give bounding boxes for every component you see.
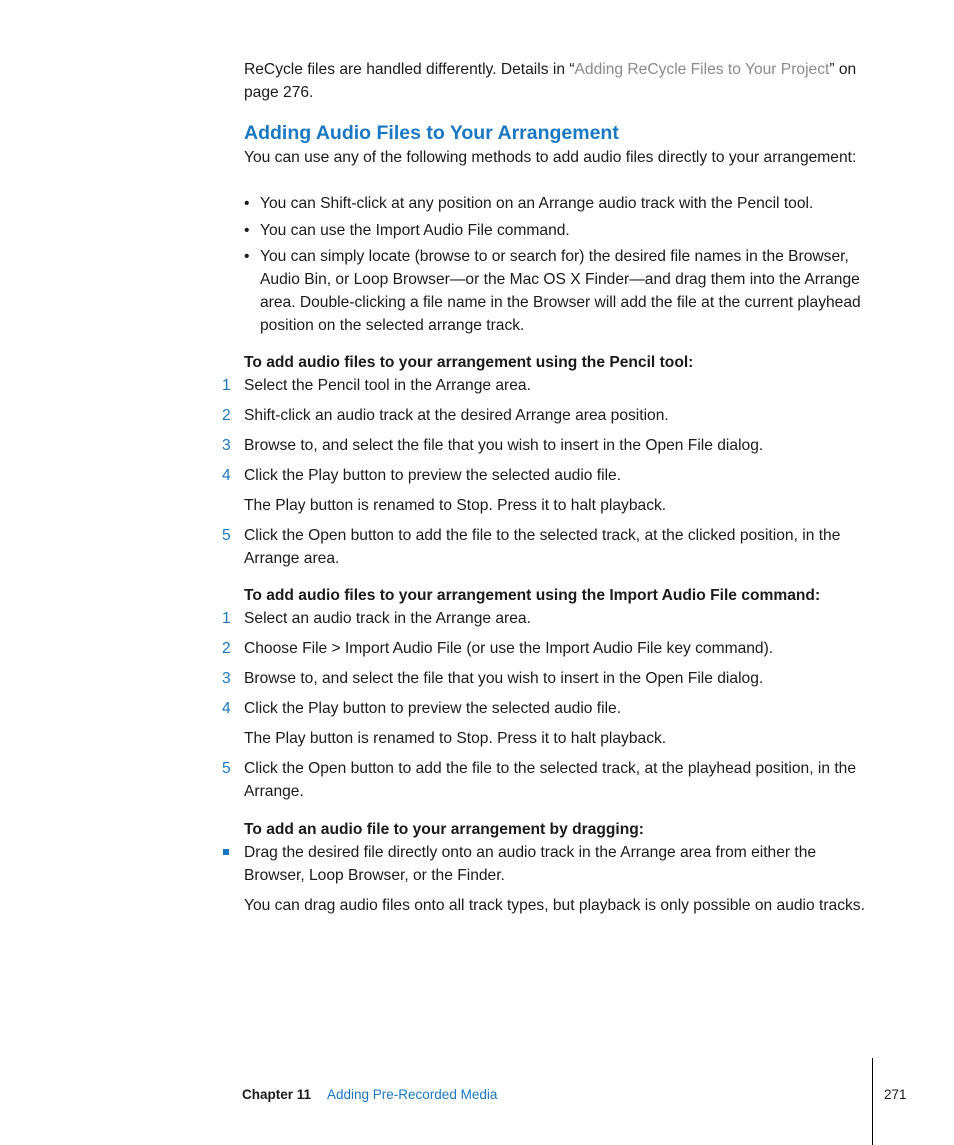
step-item	[222, 404, 870, 427]
step-item	[222, 434, 870, 457]
step-text: Shift-click an audio track at the desired Arrange area position.	[244, 407, 669, 424]
step-text: Select an audio track in the Arrange area.	[244, 610, 531, 627]
procedure-heading-pencil: To add audio files to your arrangement using the Pencil tool:	[244, 354, 694, 371]
step-text: Browse to, and select the file that you wish to insert in the Open File dialog.	[244, 670, 764, 687]
square-bullet-icon	[223, 849, 229, 855]
list-item	[244, 219, 870, 242]
step-item	[222, 374, 870, 397]
step-item	[222, 667, 870, 690]
intro-text: ReCycle files are handled differently. Details in “	[244, 61, 575, 78]
step-note: The Play button is renamed to Stop. Press it to halt playback.	[244, 497, 667, 514]
step-item	[222, 464, 870, 487]
intro-text-end: ” on page 276.	[244, 61, 857, 101]
step-number: 3	[222, 670, 231, 687]
section-intro: You can use any of the following methods to add audio files directly to your arrangement:	[244, 149, 857, 166]
step-number: 2	[222, 407, 231, 424]
step-number: 2	[222, 640, 231, 657]
drag-note: You can drag audio files onto all track types, but playback is only possible on audio tracks.	[244, 897, 865, 914]
step-note: The Play button is renamed to Stop. Press it to halt playback.	[244, 730, 667, 747]
procedure-heading-import: To add audio files to your arrangement using the Import Audio File command:	[244, 587, 821, 604]
step-number: 4	[222, 700, 231, 717]
step-item	[222, 637, 870, 660]
step-number: 5	[222, 760, 231, 777]
footer-chapter: Chapter 11	[242, 1087, 312, 1102]
list-item	[244, 192, 870, 215]
cross-reference-link[interactable]: Adding ReCycle Files to Your Project	[574, 61, 830, 78]
step-text: Choose File > Import Audio File (or use the Import Audio File key command).	[244, 640, 774, 657]
step-number: 1	[222, 377, 231, 394]
step-number: 3	[222, 437, 231, 454]
step-text: Click the Play button to preview the selected audio file.	[244, 700, 622, 717]
step-number: 1	[222, 610, 231, 627]
step-text: Click the Open button to add the file to the selected track, at the clicked position, in the Arrange area.	[244, 527, 841, 567]
step-text: Click the Open button to add the file to the selected track, at the playhead position, in the Arrange.	[244, 760, 857, 800]
step-number: 5	[222, 527, 231, 544]
list-item	[244, 245, 870, 337]
step-item	[222, 524, 870, 570]
step-text: Select the Pencil tool in the Arrange area.	[244, 377, 531, 394]
intro-paragraph	[244, 58, 870, 104]
step-item	[222, 697, 870, 720]
list-item-text: You can simply locate (browse to or search for) the desired file names in the Browser, Audio Bin, or Loop Browser—or the Mac OS X Finder—and drag them into the Arrange area. Double-clicking a file name in the Browser will add the file at the current playhead position on the selected arrange track.	[260, 248, 861, 334]
footer-divider	[872, 1058, 873, 1145]
list-item-text: You can use the Import Audio File command.	[260, 222, 570, 239]
procedure-heading-drag: To add an audio file to your arrangement by dragging:	[244, 821, 644, 838]
drag-step: Drag the desired file directly onto an audio track in the Arrange area from either the Browser, Loop Browser, or the Finder.	[244, 844, 817, 884]
bullet-marker: •	[244, 195, 250, 212]
bullet-marker: •	[244, 222, 250, 239]
page-number: 271	[884, 1087, 907, 1102]
step-item	[222, 757, 870, 803]
bullet-marker: •	[244, 248, 250, 265]
step-text: Browse to, and select the file that you wish to insert in the Open File dialog.	[244, 437, 764, 454]
step-text: Click the Play button to preview the selected audio file.	[244, 467, 622, 484]
section-title: Adding Audio Files to Your Arrangement	[244, 122, 619, 144]
list-item-text: You can Shift-click at any position on an Arrange audio track with the Pencil tool.	[260, 195, 814, 212]
step-number: 4	[222, 467, 231, 484]
step-item	[222, 607, 870, 630]
footer-chapter-title[interactable]: Adding Pre-Recorded Media	[327, 1087, 498, 1102]
